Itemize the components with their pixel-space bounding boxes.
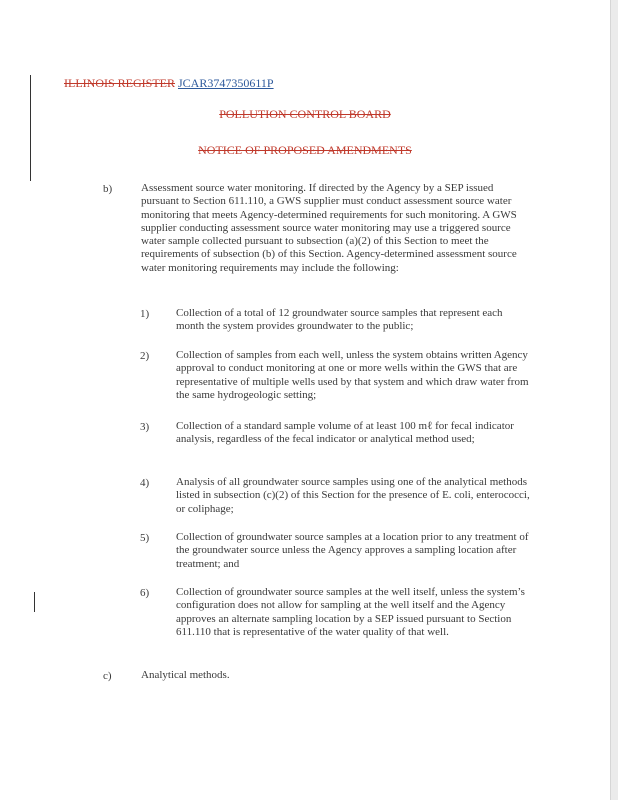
section-b-label: b) — [103, 183, 113, 195]
change-bar-top — [30, 75, 31, 181]
item-4-number: 4) — [140, 477, 150, 489]
item-6-text: Collection of groundwater source samples at the well itself, unless the system’s configuration does not allow for sampling at the well itself and the Agency approves an alternate sampling location by a SEP issued pursuant to Section 611.110 that is representative of the water quality of that well. — [176, 586, 525, 638]
section-c-label: c) — [103, 670, 112, 682]
item-5-number: 5) — [140, 532, 150, 544]
item-1-number: 1) — [140, 308, 150, 320]
notice-title: NOTICE OF PROPOSED AMENDMENTS — [198, 143, 412, 157]
item-2-number: 2) — [140, 350, 150, 362]
item-3-text: Collection of a standard sample volume of at least 100 mℓ for fecal indicator analysis, regardless of the fecal indicator or analytical method used; — [176, 420, 514, 446]
board-title: POLLUTION CONTROL BOARD — [219, 107, 391, 121]
item-4-text: Analysis of all groundwater source samples using one of the analytical methods listed in subsection (c)(2) of this Section for the presence of E. coli, enterococci, or coliphage; — [176, 476, 530, 515]
item-5-text: Collection of groundwater source samples at a location prior to any treatment of the groundwater source unless the Agency approves a sampling location after treatment; and — [176, 531, 529, 570]
item-6-number: 6) — [140, 587, 150, 599]
change-bar-bottom — [34, 592, 35, 612]
section-c-text: Analytical methods. — [141, 669, 230, 681]
item-2-text: Collection of samples from each well, unless the system obtains written Agency approval to conduct monitoring at one or more wells within the GWS that are representative of multiple wells used by that system and which draw water from the same hydrogeologic setting; — [176, 349, 529, 401]
item-3-number: 3) — [140, 421, 150, 433]
section-b-text: Assessment source water monitoring. If directed by the Agency by a SEP issued pursuant to Section 611.110, a GWS supplier must conduct assessment source water monitoring that meets Agency-determined requirements for such monitoring. A GWS supplier conducting assessment source water monitoring may use a triggered source water sample collected pursuant to subsection (a)(2) of this Section to meet the requirements of subsection (b) of this Section. Agency-determined assessment source water monitoring requirements may include the following: — [141, 182, 517, 274]
item-1-text: Collection of a total of 12 groundwater source samples that represent each month the system provides groundwater to the public; — [176, 307, 503, 333]
register-title: ILLINOIS REGISTER — [64, 76, 175, 90]
register-code: JCAR3747350611P — [178, 76, 274, 90]
register-header — [64, 76, 274, 90]
